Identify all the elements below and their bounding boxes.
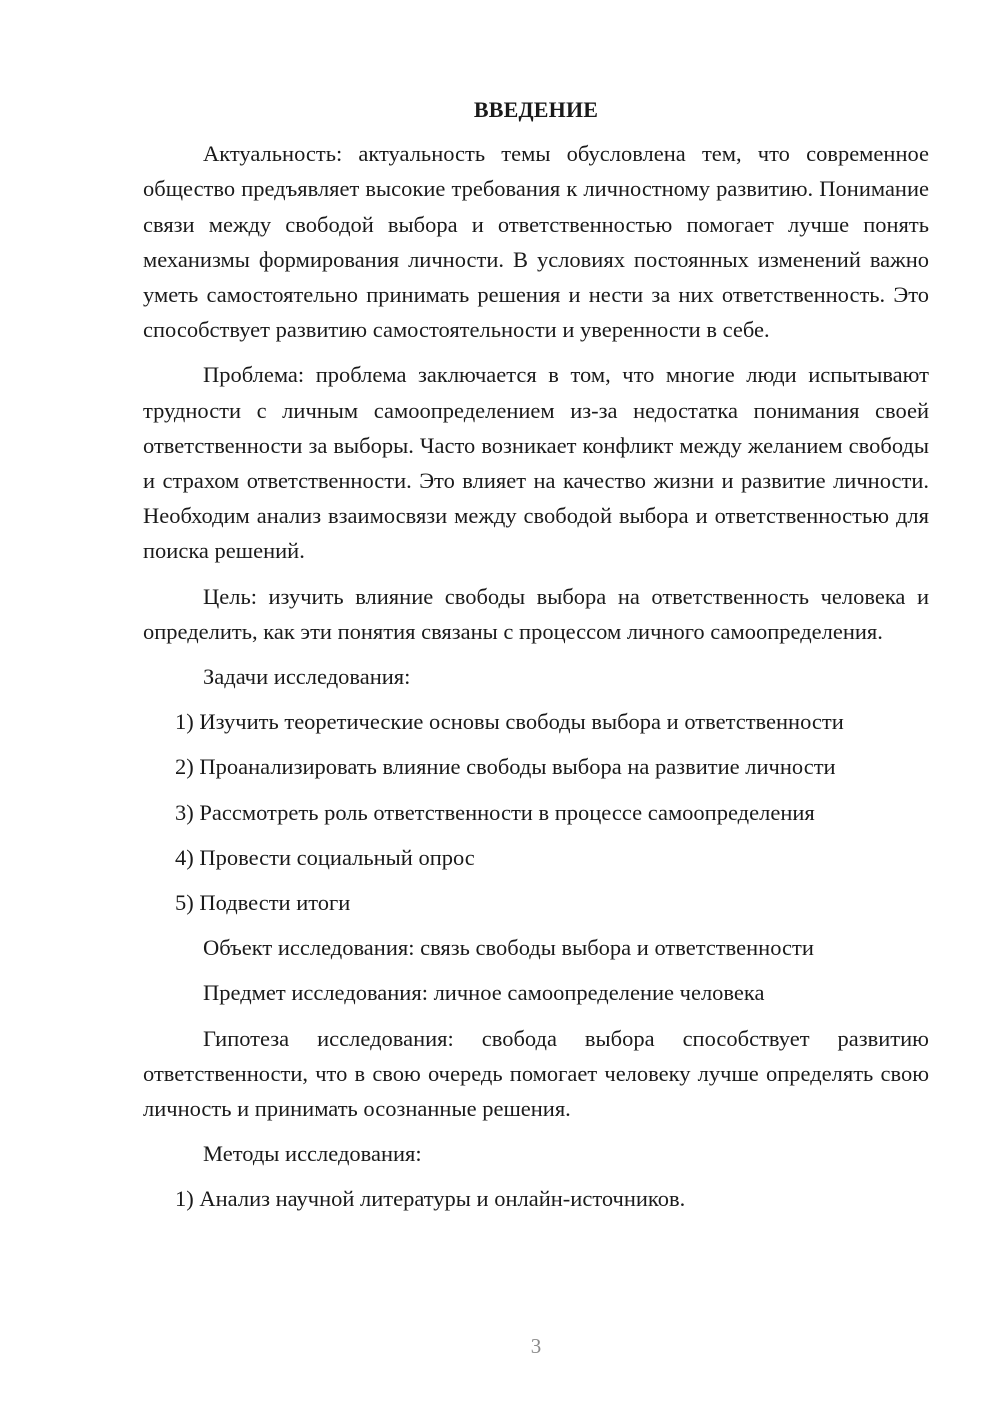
- page-number: 3: [530, 1334, 542, 1358]
- list-item: 4) Провести социальный опрос: [175, 844, 475, 870]
- list-item: 3) Рассмотреть роль ответственности в процессе самоопределения: [175, 799, 815, 825]
- methods-list: [143, 1181, 929, 1216]
- list-item: 1) Анализ научной литературы и онлайн-источников.: [175, 1186, 686, 1212]
- methods-heading: Методы исследования:: [203, 1141, 422, 1167]
- object-paragraph: Объект исследования: связь свободы выбора и ответственности: [203, 935, 814, 961]
- tasks-heading: Задачи исследования:: [203, 664, 411, 690]
- list-item: 2) Проанализировать влияние свободы выбора на развитие личности: [175, 754, 836, 780]
- hypothesis-paragraph: Гипотеза исследования: свобода выбора способствует развитию ответственности, что в свою очередь помогает человеку лучше определять свою личность и принимать осознанные решения.: [143, 1025, 929, 1122]
- problem-paragraph: Проблема: проблема заключается в том, что многие люди испытывают трудности с личным самоопределением из-за недостатка понимания своей ответственности за выборы. Часто возникает конфликт между желанием свободы и страхом ответственности. Это влияет на качество жизни и развитие личности. Необходим анализ взаимосвязи между свободой выбора и ответственностью для поиска решений.: [143, 362, 929, 564]
- subject-paragraph: Предмет исследования: личное самоопределение человека: [203, 980, 765, 1006]
- list-item: 5) Подвести итоги: [175, 890, 351, 916]
- document-page: [143, 92, 929, 1217]
- list-item: 1) Изучить теоретические основы свободы выбора и ответственности: [175, 709, 844, 735]
- relevance-paragraph: Актуальность: актуальность темы обусловлена тем, что современное общество предъявляет высокие требования к личностному развитию. Понимание связи между свободой выбора и ответственностью помогает лучше понять механизмы формирования личности. В условиях постоянных изменений важно уметь самостоятельно принимать решения и нести за них ответственность. Это способствует развитию самостоятельности и уверенности в себе.: [143, 141, 929, 343]
- goal-paragraph: Цель: изучить влияние свободы выбора на ответственность человека и определить, как эти понятия связаны с процессом личного самоопределения.: [143, 583, 929, 644]
- tasks-list: [143, 704, 929, 920]
- section-title: ВВЕДЕНИЕ: [473, 97, 599, 122]
